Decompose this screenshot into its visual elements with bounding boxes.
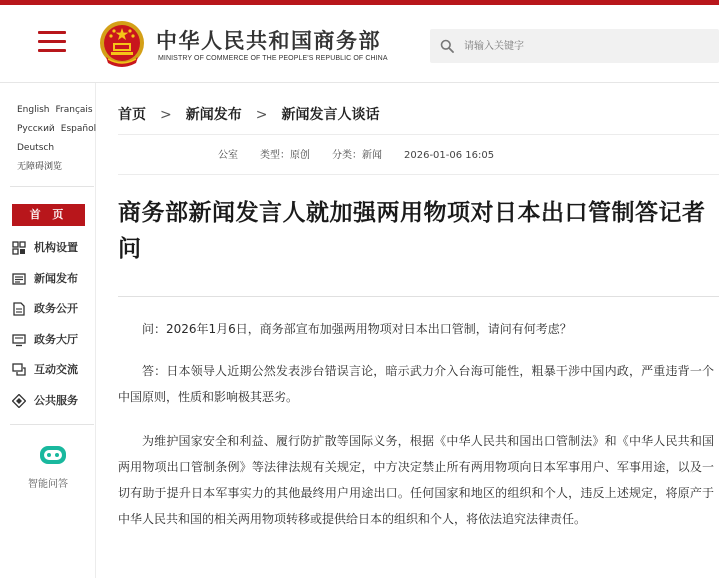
sidebar-nav	[12, 233, 96, 416]
monitor-icon	[12, 333, 26, 347]
search-input[interactable]	[464, 36, 704, 56]
sidebar-item-label: 新闻发布	[34, 271, 78, 285]
chat-icon	[12, 363, 26, 377]
chevron-right-icon: >	[255, 107, 268, 123]
sidebar-item-label: 政务大厅	[34, 332, 78, 346]
lang-spanish[interactable]: Español	[60, 124, 97, 134]
breadcrumb	[118, 104, 379, 126]
sidebar-item-label: 互动交流	[34, 363, 78, 376]
breadcrumb-divider	[118, 134, 719, 135]
breadcrumb-home[interactable]: 首页	[118, 107, 146, 123]
article-paragraph: 答：日本领导人近期公然发表涉台错误言论，暗示武力介入台海可能性，粗暴干涉中国内政，严重违背一个中国原则，性质和影响极其恶劣。	[118, 364, 714, 404]
ai-assistant-label[interactable]: 智能问答	[28, 479, 68, 490]
article-body	[118, 316, 714, 542]
lang-russian[interactable]: Русский	[17, 124, 55, 134]
sidebar-item-news[interactable]	[12, 264, 96, 295]
sidebar-item-service-hall[interactable]	[12, 325, 96, 356]
title-divider	[118, 296, 719, 297]
site-logo-subtitle: MINISTRY OF COMMERCE OF THE PEOPLE'S REPUBLIC OF CHINA	[158, 55, 388, 62]
sidebar-item-org[interactable]	[12, 233, 96, 264]
accessibility-link[interactable]: 无障碍浏览	[17, 162, 63, 172]
article-meta	[218, 146, 516, 161]
sidebar-item-label: 公共服务	[34, 393, 78, 407]
national-emblem-icon[interactable]	[98, 19, 146, 71]
breadcrumb-spokesperson[interactable]: 新闻发言人谈话	[281, 107, 380, 123]
lang-english[interactable]: English	[17, 105, 50, 115]
sidebar-divider	[10, 424, 94, 425]
meta-source: 公室	[218, 150, 238, 161]
breadcrumb-news[interactable]: 新闻发布	[185, 107, 242, 123]
home-button[interactable]: 首 页	[12, 204, 85, 226]
sidebar-item-gov-affairs[interactable]	[12, 294, 96, 325]
menu-icon[interactable]	[38, 31, 66, 55]
document-icon	[12, 302, 26, 316]
article-title: 商务部新闻发言人就加强两用物项对日本出口管制答记者问	[118, 200, 706, 262]
site-logo-title[interactable]: 中华人民共和国商务部	[156, 28, 381, 53]
article-paragraph: 问：2026年1月6日，商务部宣布加强两用物项对日本出口管制，请问有何考虑？	[142, 322, 572, 336]
left-sidebar	[0, 83, 96, 578]
sidebar-item-interaction[interactable]	[12, 355, 96, 386]
news-icon	[12, 272, 26, 286]
chevron-right-icon: >	[160, 107, 172, 123]
search-icon[interactable]	[440, 39, 454, 53]
sidebar-item-label: 机构设置	[34, 241, 78, 254]
lang-german[interactable]: Deutsch	[17, 143, 55, 153]
sidebar-item-public-service[interactable]	[12, 386, 96, 417]
article-paragraph: 为维护国家安全和利益、履行防扩散等国际义务，根据《中华人民共和国出口管制法》和《中华人民共和国两用物项出口管制条例》等法律法规有关规定，中方决定禁止所有两用物项向日本军事用户、军事用途，以及一切有助于提升日本军事实力的其他最终用户用途出口。任何国家和地区的组织和个人，违反上述规定，将原产于中华人民共和国的相关两用物项转移或提供给日本的组织和个人，将依法追究法律责任。	[118, 434, 714, 526]
service-icon	[12, 394, 26, 408]
meta-type: 类型：原创	[260, 150, 310, 161]
language-links	[17, 101, 95, 177]
sidebar-divider	[10, 186, 94, 187]
sidebar-item-label: 政务公开	[34, 302, 78, 315]
lang-french[interactable]: Français	[55, 105, 93, 115]
site-header	[0, 5, 719, 83]
org-icon	[12, 241, 26, 255]
meta-category: 分类：新闻	[332, 150, 382, 161]
search-box	[430, 29, 719, 63]
robot-icon[interactable]	[38, 443, 68, 467]
meta-date: 2026-01-06 16:05	[404, 150, 495, 161]
meta-divider	[118, 174, 719, 175]
